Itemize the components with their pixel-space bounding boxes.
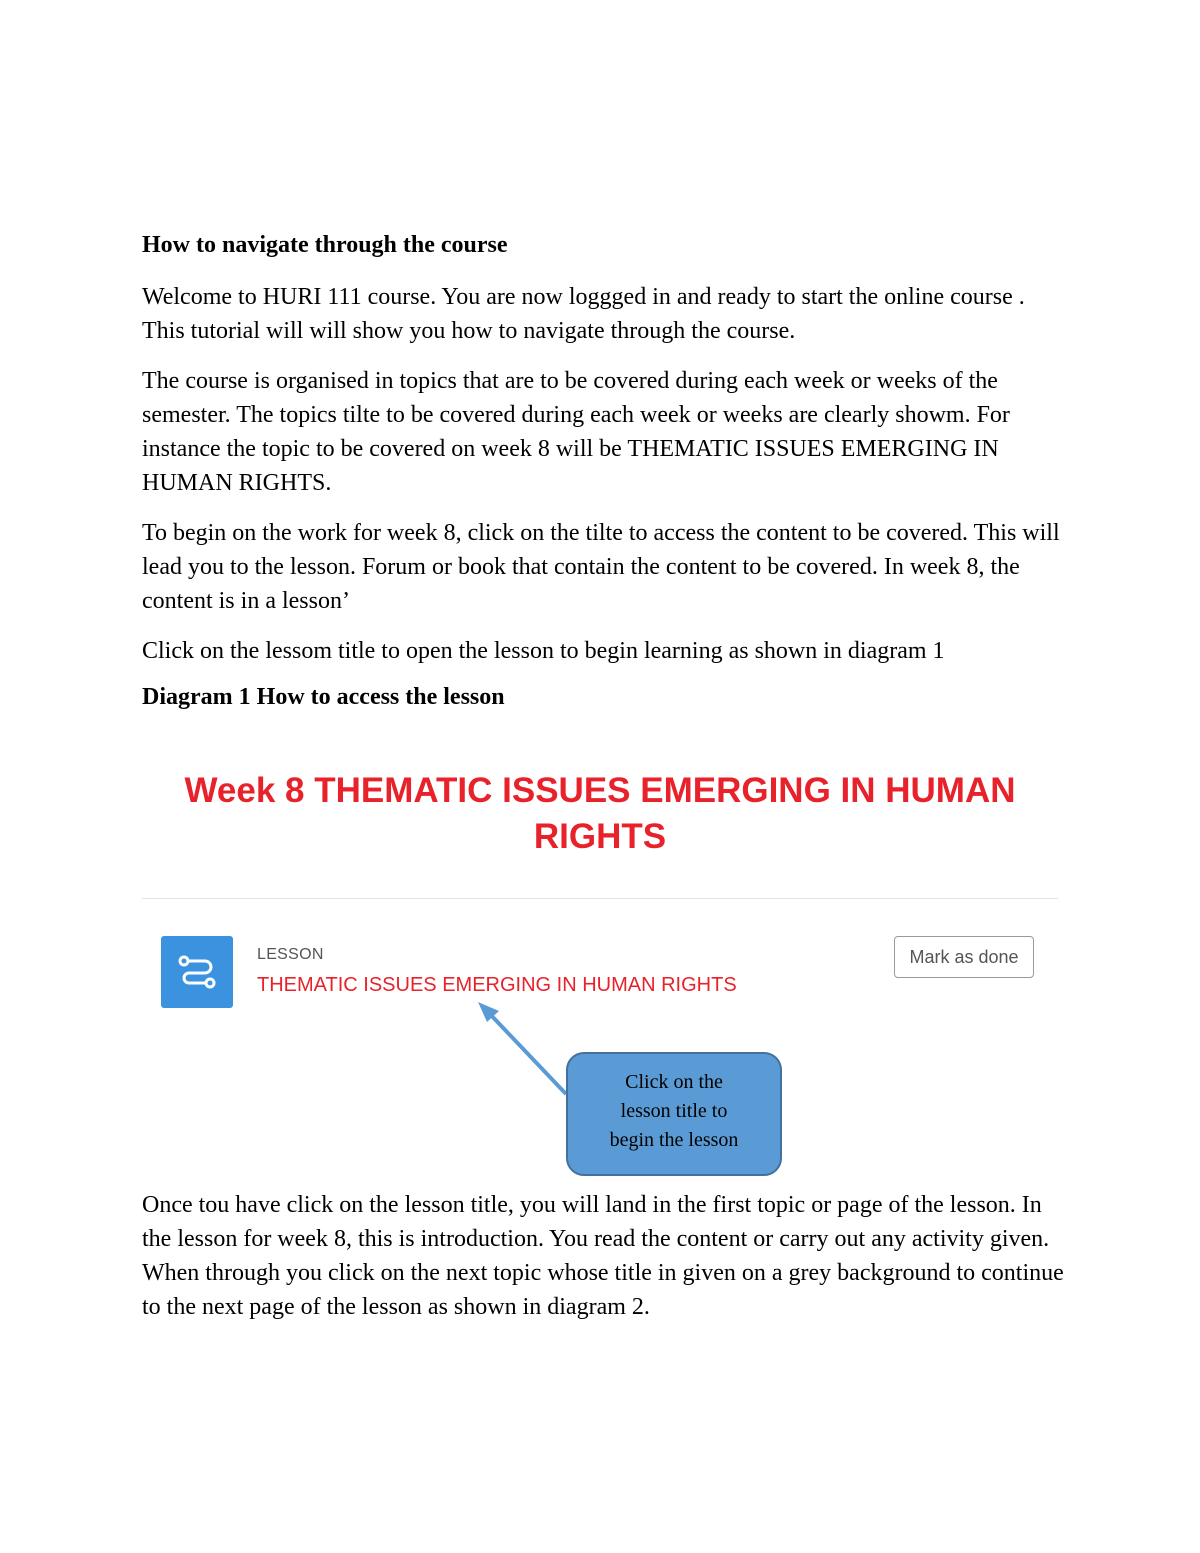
- section-divider: [142, 898, 1058, 899]
- mark-as-done-button[interactable]: Mark as done: [894, 936, 1034, 978]
- callout-box: [566, 1052, 782, 1176]
- paragraph-welcome: Welcome to HURI 111 course. You are now loggged in and ready to start the online course . This tutorial will will show you how to navigate through the course.: [142, 284, 1025, 344]
- page-heading: How to navigate through the course: [142, 232, 508, 258]
- week-section-title[interactable]: Week 8 THEMATIC ISSUES EMERGING IN HUMAN RIGHTS: [184, 771, 1016, 856]
- callout-line: lesson title to: [620, 1100, 728, 1122]
- diagram-title: Diagram 1 How to access the lesson: [142, 684, 505, 710]
- callout-line: begin the lesson: [609, 1129, 739, 1151]
- paragraph-organisation: The course is organised in topics that are to be covered during each week or weeks of the semester. The topics tilte to be covered during each week or weeks are clearly showm. For instance the topic to be covered on week 8 will be THEMATIC ISSUES EMERGING IN HUMAN RIGHTS.: [142, 368, 1010, 496]
- paragraph-begin: To begin on the work for week 8, click on the tilte to access the content to be covered. This will lead you to the lesson. Forum or book that contain the content to be covered. In week 8, the content is in a lesson’: [142, 520, 1060, 614]
- paragraph-closing: Once tou have click on the lesson title, you will land in the first topic or page of the lesson. In the lesson for week 8, this is introduction. You read the content or carry out any activity given. When through you click on the next topic whose title in given on a grey background to continue to the next page of the lesson as shown in diagram 2.: [142, 1192, 1064, 1320]
- callout-line: Click on the: [625, 1071, 723, 1093]
- activity-type-label: LESSON: [257, 946, 324, 963]
- paragraph-click-title: Click on the lessom title to open the lesson to begin learning as shown in diagram 1: [142, 638, 945, 664]
- lesson-path-icon: [161, 936, 233, 1008]
- lesson-title-link[interactable]: THEMATIC ISSUES EMERGING IN HUMAN RIGHTS: [257, 974, 737, 996]
